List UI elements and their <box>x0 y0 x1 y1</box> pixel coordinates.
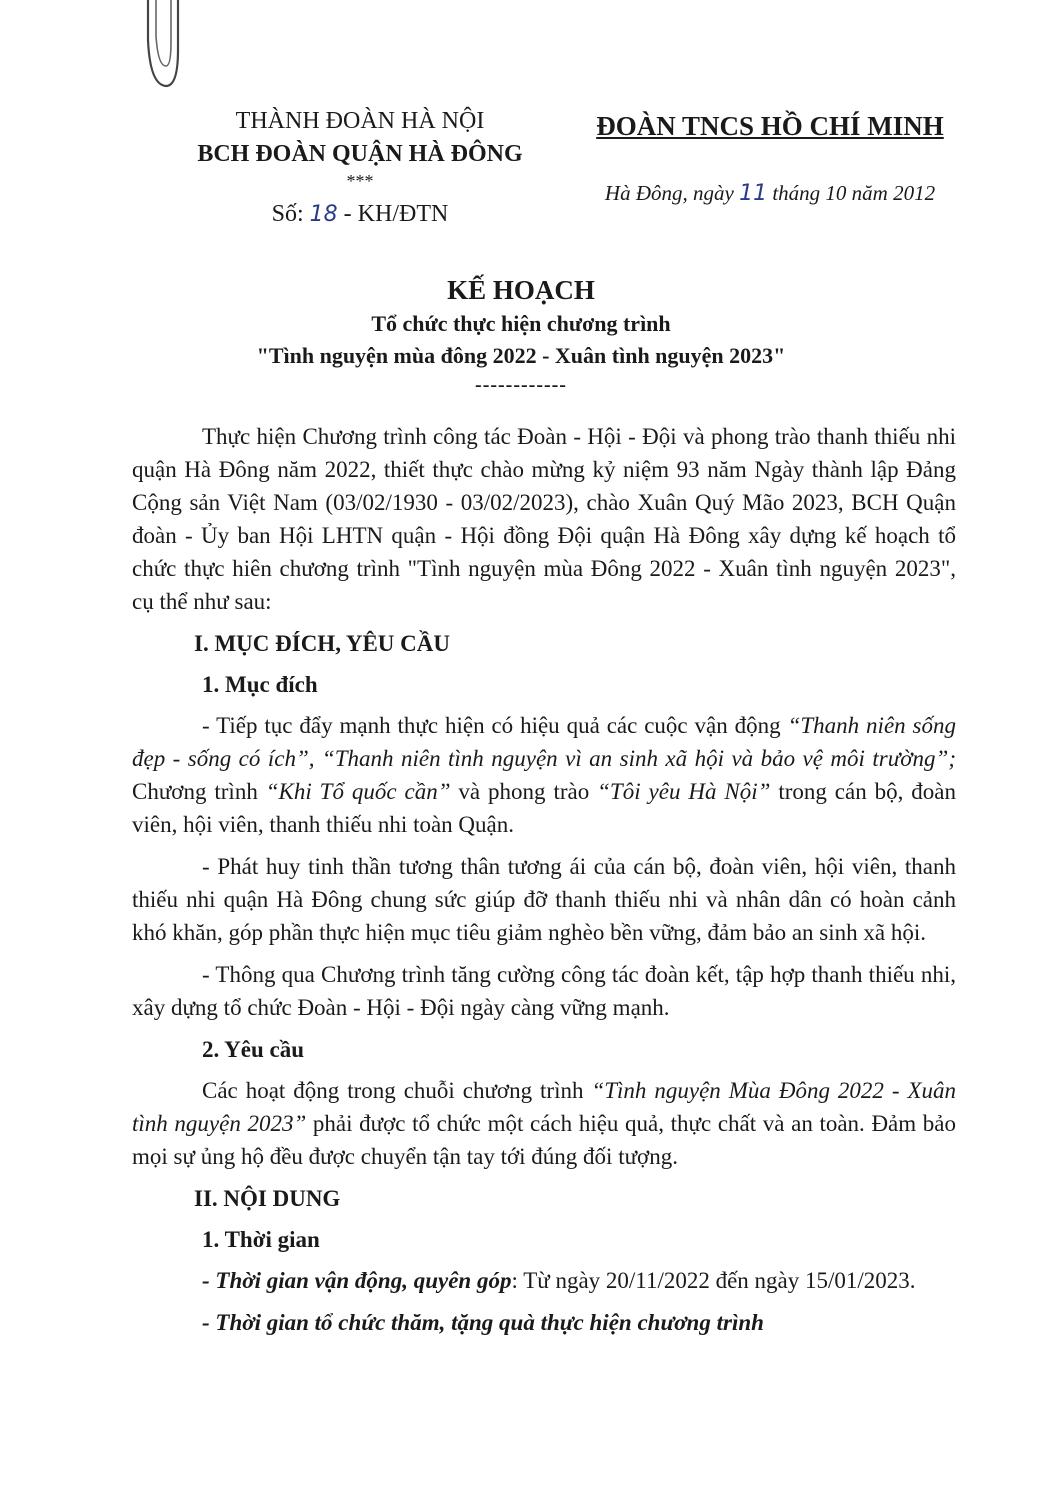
document-number <box>190 194 530 235</box>
party-name: ĐOÀN TNCS HỒ CHÍ MINH <box>596 111 944 141</box>
document-number-suffix: - KH/ĐTN <box>337 201 449 227</box>
party-and-date-block <box>560 108 980 209</box>
purpose-1-c: Chương trình <box>132 779 266 804</box>
time-1-label: - Thời gian vận động, quyên góp <box>202 1268 512 1293</box>
time-1-text: : Từ ngày 20/11/2022 đến ngày 15/01/2023. <box>511 1268 916 1293</box>
intro-paragraph: Thực hiện Chương trình công tác Đoàn - Hội - Đội và phong trào thanh thiếu nhi quận Hà Đông năm 2022, thiết thực chào mừng kỷ niệm 93 năm Ngày thành lập Đảng Cộng sản Việt Nam (03/02/1930 - 03/02/2023), chào Xuân Quý Mão 2023, BCH Quận đoàn - Ủy ban Hội LHTN quận - Hội đồng Đội quận Hà Đông xây dựng kế hoạch tổ chức thực hiên chương trình "Tình nguyện mùa Đông 2022 - Xuân tình nguyện 2023", cụ thể như sau: <box>132 424 956 614</box>
document-subtitle-1: Tổ chức thực hiện chương trình <box>371 311 671 336</box>
requirement-b: “Tình nguyện Mùa Đông 2022 - Xuân tình nguyện 2023” <box>132 1078 957 1136</box>
section-1-1-heading: 1. Mục đích <box>202 672 318 697</box>
purpose-1-b: “Thanh niên sống đẹp - sống có ích”, “Thanh niên tình nguyện vì an sinh xã hội và bảo vệ môi trường”; <box>132 713 956 771</box>
purpose-paragraph-2: - Phát huy tinh thần tương thân tương ái của cán bộ, đoàn viên, hội viên, thanh thiếu nhi quận Hà Đông chung sức giúp đỡ thanh thiếu nhi và nhân dân có hoàn cảnh khó khăn, góp phần thực hiện mục tiêu giảm nghèo bền vững, đảm bảo an sinh xã hội. <box>132 854 956 945</box>
requirement-a: Các hoạt động trong chuỗi chương trình <box>202 1078 592 1103</box>
document-date <box>560 178 980 209</box>
purpose-1-g: trong cán bộ, đoàn viên, hội viên, thanh thiếu nhi toàn Quận. <box>132 779 956 837</box>
issuing-organization: BCH ĐOÀN QUẬN HÀ ĐÔNG <box>197 141 523 167</box>
document-title-block <box>0 272 1042 398</box>
document-number-prefix: Số: <box>271 201 310 227</box>
purpose-1-f: “Tôi yêu Hà Nội” <box>597 779 771 804</box>
time-paragraph-2 <box>132 1306 956 1339</box>
document-title: KẾ HOẠCH <box>447 275 595 305</box>
parent-organization: THÀNH ĐOÀN HÀ NỘI <box>235 108 485 134</box>
requirement-paragraph <box>132 1074 956 1173</box>
purpose-paragraph-1 <box>132 709 956 841</box>
document-body <box>132 420 956 1348</box>
document-number-handwritten: 18 <box>309 202 338 227</box>
time-2-label: - Thời gian tổ chức thăm, tặng quà thực hiện chương trình <box>202 1310 764 1335</box>
purpose-1-e: và phong trào <box>450 779 598 804</box>
document-subtitle-2: "Tình nguyện mùa đông 2022 - Xuân tình nguyện 2023" <box>256 343 786 368</box>
separator-stars: *** <box>346 171 374 191</box>
title-divider: ------------ <box>475 374 567 396</box>
requirement-c: phải được tổ chức một cách hiệu quả, thực chất và an toàn. Đảm bảo mọi sự ủng hộ đều được chuyển tận tay tới đúng đối tượng. <box>132 1111 956 1169</box>
issuing-organization-block <box>190 104 530 235</box>
section-2-1-heading: 1. Thời gian <box>202 1227 320 1252</box>
section-1-heading: I. MỤC ĐÍCH, YÊU CẦU <box>194 631 450 656</box>
section-1-2-heading: 2. Yêu cầu <box>202 1037 305 1062</box>
section-2-heading: II. NỘI DUNG <box>194 1186 341 1211</box>
time-paragraph-1 <box>132 1264 956 1297</box>
date-prefix: Hà Đông, ngày <box>604 181 740 205</box>
date-handwritten-day: 11 <box>739 181 768 206</box>
purpose-paragraph-3: - Thông qua Chương trình tăng cường công tác đoàn kết, tập hợp thanh thiếu nhi, xây dựng tổ chức Đoàn - Hội - Đội ngày càng vững mạnh. <box>132 962 956 1020</box>
paper-clip-mark <box>140 0 186 90</box>
purpose-1-a: - Tiếp tục đẩy mạnh thực hiện có hiệu quả các cuộc vận động <box>202 713 788 738</box>
date-suffix: tháng 10 năm 2012 <box>767 181 936 205</box>
purpose-1-d: “Khi Tổ quốc cần” <box>265 779 451 804</box>
